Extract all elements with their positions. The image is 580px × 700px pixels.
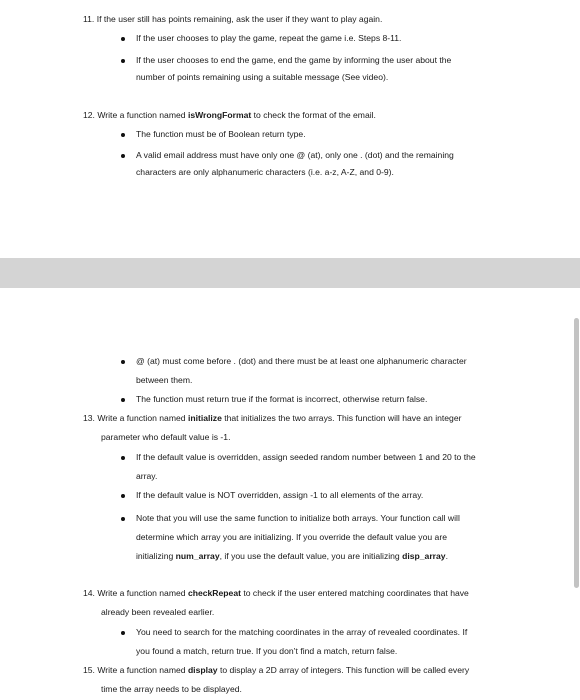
- function-name: display: [187, 665, 218, 675]
- document-page-top: [0, 0, 572, 258]
- bullet: [121, 517, 125, 521]
- email-rule-bullet-line-1: @ (at) must come before . (dot) and there must be at least one alphanumeric character: [136, 356, 467, 366]
- bullet: [121, 456, 125, 460]
- item-13: 13. Write a function named initialize that initializes the two arrays. This function will have an integer: [83, 413, 462, 423]
- bullet: [121, 59, 125, 63]
- email-rule-bullet-line-2: between them.: [136, 375, 193, 385]
- bullet: [121, 494, 125, 498]
- bullet: [121, 133, 125, 137]
- item-12-bullet-2-line-2: characters are only alphanumeric characters (i.e. a-z, A-Z, and 0-9).: [136, 167, 394, 177]
- item-14-bullet-1-line-1: You need to search for the matching coordinates in the array of revealed coordinates. If: [136, 627, 468, 637]
- item-13-bullet-1-line-2: array.: [136, 471, 158, 481]
- item-13-bullet-3-line-3: initializing num_array, if you use the default value, you are initializing disp_array.: [136, 551, 448, 561]
- variable-name: disp_array: [402, 551, 446, 561]
- item-11-bullet-1: If the user chooses to play the game, repeat the game i.e. Steps 8-11.: [136, 33, 402, 43]
- item-13-bullet-2: If the default value is NOT overridden, assign -1 to all elements of the array.: [136, 490, 424, 500]
- function-name: isWrongFormat: [187, 110, 252, 120]
- page-separator: [0, 258, 580, 288]
- item-13-bullet-3-line-2: determine which array you are initializing. If you override the default value you are: [136, 532, 447, 542]
- item-12: 12. Write a function named isWrongFormat to check the format of the email.: [83, 110, 376, 120]
- item-13-bullet-1-line-1: If the default value is overridden, assign seeded random number between 1 and 20 to the: [136, 452, 476, 462]
- item-15-line-2: time the array needs to be displayed.: [101, 684, 242, 694]
- scrollbar-thumb[interactable]: [574, 318, 579, 588]
- return-rule-bullet: The function must return true if the format is incorrect, otherwise return false.: [136, 394, 428, 404]
- item-14-line-2: already been revealed earlier.: [101, 607, 215, 617]
- bullet: [121, 360, 125, 364]
- bullet: [121, 37, 125, 41]
- item-12-bullet-2-line-1: A valid email address must have only one @ (at), only one . (dot) and the remaining: [136, 150, 454, 160]
- bullet: [121, 631, 125, 635]
- item-15: 15. Write a function named display to display a 2D array of integers. This function will be called every: [83, 665, 470, 675]
- function-name: checkRepeat: [187, 588, 241, 598]
- item-11-bullet-2-line-1: If the user chooses to end the game, end the game by informing the user about the: [136, 55, 452, 65]
- document-page-bottom: [0, 288, 572, 700]
- item-14-bullet-1-line-2: you found a match, return true. If you don’t find a match, return false.: [136, 646, 398, 656]
- item-12-bullet-1: The function must be of Boolean return type.: [136, 129, 306, 139]
- item-11-bullet-2-line-2: number of points remaining using a suitable message (See video).: [136, 72, 389, 82]
- variable-name: num_array: [175, 551, 220, 561]
- item-13-line-2: parameter who default value is -1.: [101, 432, 231, 442]
- item-11: 11. If the user still has points remaining, ask the user if they want to play again.: [83, 14, 383, 24]
- bullet: [121, 398, 125, 402]
- bullet: [121, 154, 125, 158]
- item-13-bullet-3-line-1: Note that you will use the same function to initialize both arrays. Your function call will: [136, 513, 460, 523]
- item-14: 14. Write a function named checkRepeat to check if the user entered matching coordinates that have: [83, 588, 469, 598]
- function-name: initialize: [187, 413, 222, 423]
